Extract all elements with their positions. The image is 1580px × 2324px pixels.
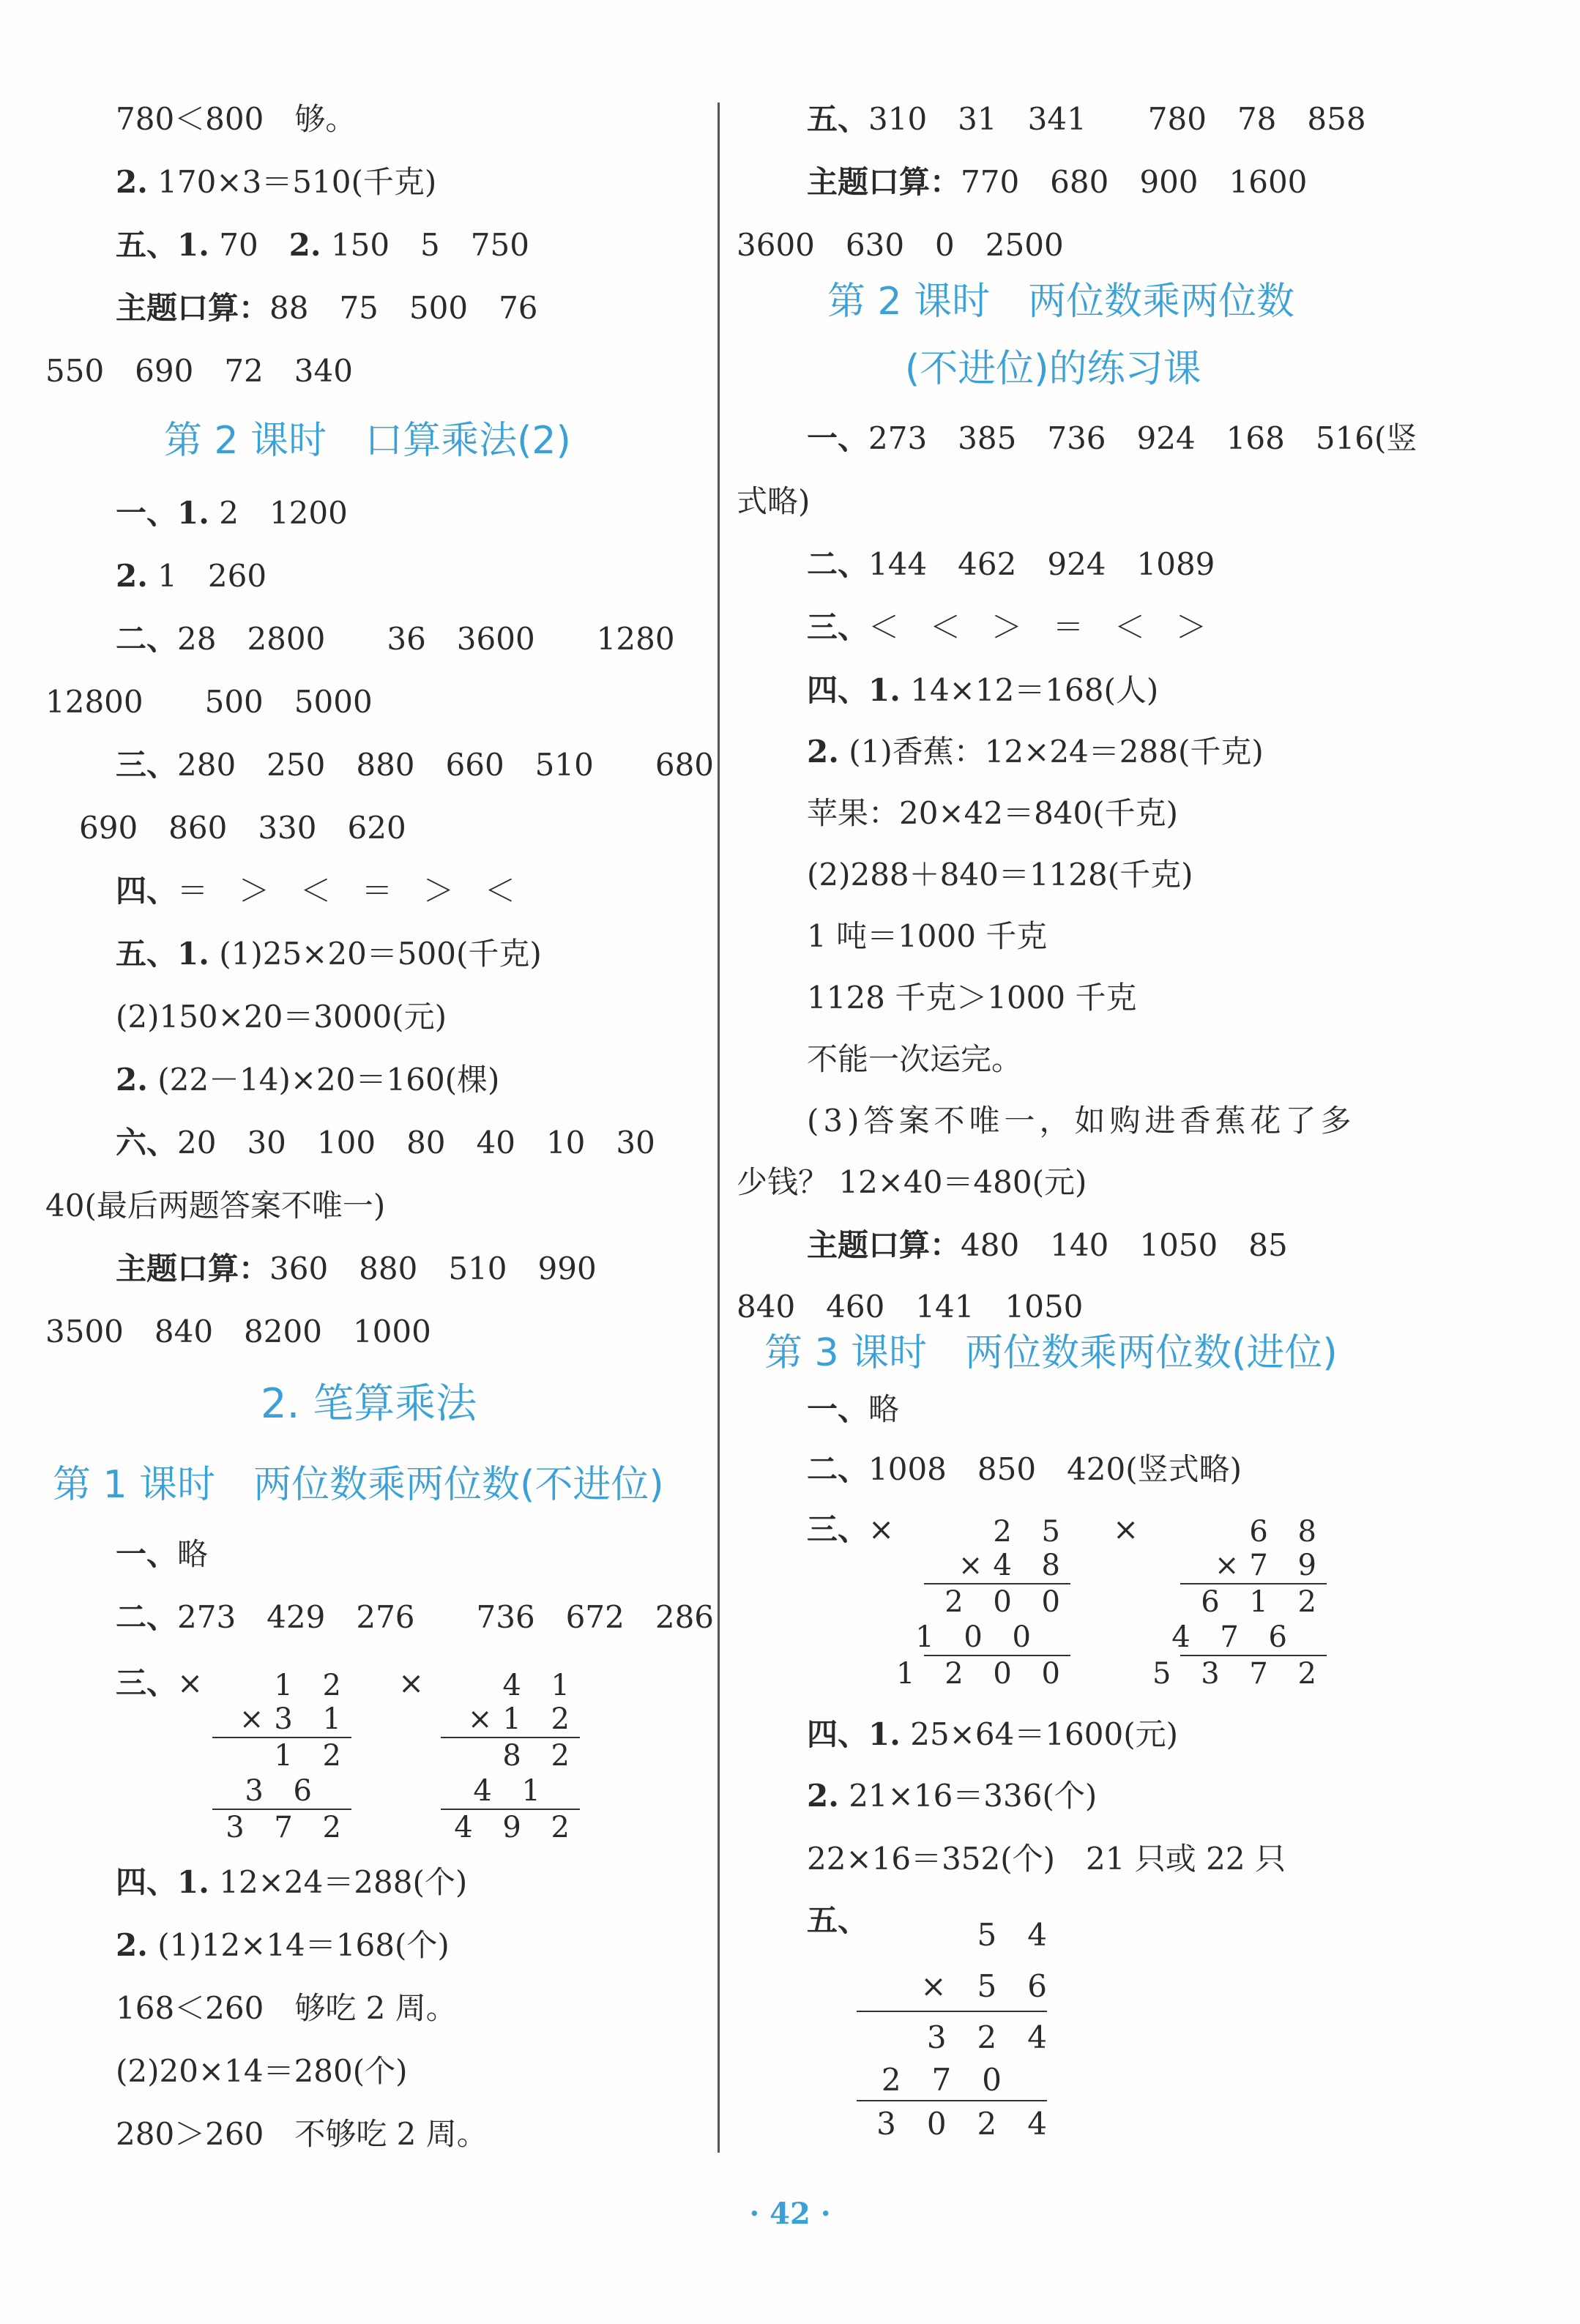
answer-line: 二、144 462 924 1089 <box>807 546 1215 582</box>
answer-line: 四、1. 12×24＝288(个) <box>116 1864 468 1900</box>
vertical-multiplication <box>1152 1515 1327 1693</box>
vm-row: 1 2 <box>274 1739 351 1773</box>
answer-line: 1128 千克＞1000 千克 <box>807 980 1137 1016</box>
vertical-multiplication <box>441 1671 580 1847</box>
answer-line: 280＞260 不够吃 2 周。 <box>116 2116 488 2152</box>
vm-row: 2 0 0 <box>944 1585 1070 1619</box>
answer-line: 主题口算：360 880 510 990 <box>116 1251 597 1286</box>
answer-line: 2. 21×16＝336(个) <box>807 1778 1098 1814</box>
section-heading: 第 2 课时 口算乘法(2) <box>164 419 571 463</box>
section-heading: 第 1 课时 两位数乘两位数(不进位) <box>53 1463 664 1507</box>
vm-rule <box>857 2011 1047 2012</box>
answer-line: 二、273 429 276 736 672 286 <box>116 1599 715 1635</box>
answer-line: 690 860 330 620 <box>79 810 406 846</box>
section-heading: 第 3 课时 两位数乘两位数(进位) <box>764 1331 1338 1375</box>
vm-row: ×4 8 <box>958 1549 1070 1582</box>
vertical-multiplication <box>857 1917 1047 2142</box>
answer-line: 二、1008 850 420(竖式略) <box>807 1451 1242 1487</box>
answer-line: 1 吨＝1000 千克 <box>807 918 1048 954</box>
answer-line: (2)288＋840＝1128(千克) <box>807 857 1193 893</box>
answer-line: 四、1. 25×64＝1600(元) <box>807 1716 1178 1752</box>
answer-line: 三、× <box>807 1511 895 1547</box>
vm-rule <box>441 1809 580 1810</box>
answer-line: 22×16＝352(个) 21 只或 22 只 <box>807 1841 1286 1877</box>
answer-line: 三、280 250 880 660 510 680 <box>116 747 715 783</box>
vm-row: 3 7 2 <box>226 1811 351 1844</box>
answer-line: 二、28 2800 36 3600 1280 <box>116 621 675 657</box>
vm-row: 6 1 2 <box>1201 1585 1327 1619</box>
answer-line: 式略) <box>737 483 811 519</box>
answer-line: 168＜260 够吃 2 周。 <box>116 1990 457 2026</box>
vm-row: 5 4 <box>977 1917 1047 1953</box>
vm-row: 3 6 <box>245 1774 322 1808</box>
answer-line: 一、略 <box>116 1536 209 1572</box>
page-number: · 42 · <box>749 2197 831 2231</box>
answer-line: 40(最后两题答案不唯一) <box>45 1188 386 1224</box>
vm-row: 4 1 <box>502 1669 580 1702</box>
column-divider <box>718 103 720 2153</box>
vm-row: ×3 1 <box>239 1702 351 1736</box>
answer-line: 不能一次运完。 <box>807 1041 1023 1077</box>
answer-line: 2. (1)12×14＝168(个) <box>116 1927 450 1963</box>
vertical-multiplication <box>212 1671 351 1847</box>
vm-row: 6 8 <box>1249 1515 1327 1549</box>
answer-line: 四、1. 14×12＝168(人) <box>807 672 1159 708</box>
vm-rule <box>212 1737 351 1738</box>
vm-row: 1 0 0 <box>915 1620 1041 1654</box>
vm-row: 1 2 <box>274 1669 351 1702</box>
answer-line: 3600 630 0 2500 <box>737 227 1064 263</box>
vm-row: 5 3 7 2 <box>1152 1657 1327 1691</box>
answer-line: 四、＝ ＞ ＜ ＝ ＞ ＜ <box>116 873 516 909</box>
answer-line: 五、 <box>807 1902 869 1938</box>
answer-line: 五、1. 70 2. 150 5 750 <box>116 227 529 263</box>
vm-row: 4 1 <box>473 1774 551 1808</box>
section-heading: 第 2 课时 两位数乘两位数 <box>827 280 1295 324</box>
vm-rule <box>441 1737 580 1738</box>
vm-rule <box>1180 1655 1327 1656</box>
answer-line: 780＜800 够。 <box>116 101 357 137</box>
answer-line: (3)答案不唯一，如购进香蕉花了多 <box>807 1103 1356 1139</box>
answer-line: × <box>398 1665 425 1701</box>
answer-line: 五、310 31 341 780 78 858 <box>807 101 1366 137</box>
vm-row: 3 0 2 4 <box>876 2106 1047 2142</box>
vm-row: 4 7 6 <box>1171 1620 1297 1654</box>
answer-line: 三、× <box>116 1665 204 1701</box>
answer-line: 840 460 141 1050 <box>737 1289 1084 1325</box>
answer-line: 苹果：20×42＝840(千克) <box>807 795 1179 831</box>
vm-rule <box>924 1655 1070 1656</box>
vm-row: 3 2 4 <box>926 2019 1047 2055</box>
answer-line: 2. 1 260 <box>116 558 267 594</box>
answer-line: (2)20×14＝280(个) <box>116 2053 408 2089</box>
vm-row: ×1 2 <box>467 1702 580 1736</box>
vm-row: 1 2 0 0 <box>896 1657 1070 1691</box>
answer-line: 2. 170×3＝510(千克) <box>116 164 437 200</box>
vm-row: × 5 6 <box>920 1968 1047 2004</box>
answer-line: (2)150×20＝3000(元) <box>116 999 447 1035</box>
answer-line: 一、略 <box>807 1391 900 1427</box>
answer-line: 六、20 30 100 80 40 10 30 <box>116 1125 655 1161</box>
chapter-heading: 2. 笔算乘法 <box>261 1380 477 1428</box>
vm-rule <box>924 1583 1070 1584</box>
vm-row: 2 7 0 <box>881 2062 1002 2098</box>
vm-row: 2 5 <box>993 1515 1070 1549</box>
vertical-multiplication <box>896 1515 1070 1693</box>
answer-line: 3500 840 8200 1000 <box>45 1314 431 1349</box>
vm-rule <box>857 2100 1047 2101</box>
answer-line: 2. (1)香蕉：12×24＝288(千克) <box>807 734 1264 770</box>
answer-line: 一、273 385 736 924 168 516(竖 <box>807 420 1417 456</box>
answer-line: 主题口算：480 140 1050 85 <box>807 1227 1288 1263</box>
section-heading: (不进位)的练习课 <box>905 347 1201 391</box>
answer-line: 少钱？ 12×40＝480(元) <box>737 1164 1087 1200</box>
answer-line: 550 690 72 340 <box>45 353 353 389</box>
answer-line: 主题口算：770 680 900 1600 <box>807 164 1308 200</box>
vm-rule <box>212 1809 351 1810</box>
answer-line: 12800 500 5000 <box>45 684 373 720</box>
answer-line: 五、1. (1)25×20＝500(千克) <box>116 936 542 972</box>
answer-line: 主题口算：88 75 500 76 <box>116 290 538 326</box>
answer-line: 三、＜ ＜ ＞ ＝ ＜ ＞ <box>807 609 1207 645</box>
vm-rule <box>1180 1583 1327 1584</box>
vm-row: ×7 9 <box>1214 1549 1327 1582</box>
answer-line: 2. (22－14)×20＝160(棵) <box>116 1062 500 1098</box>
vm-row: 8 2 <box>502 1739 580 1773</box>
vm-row: 4 9 2 <box>454 1811 580 1844</box>
answer-line: 一、1. 2 1200 <box>116 495 348 531</box>
answer-line: × <box>1113 1511 1139 1547</box>
